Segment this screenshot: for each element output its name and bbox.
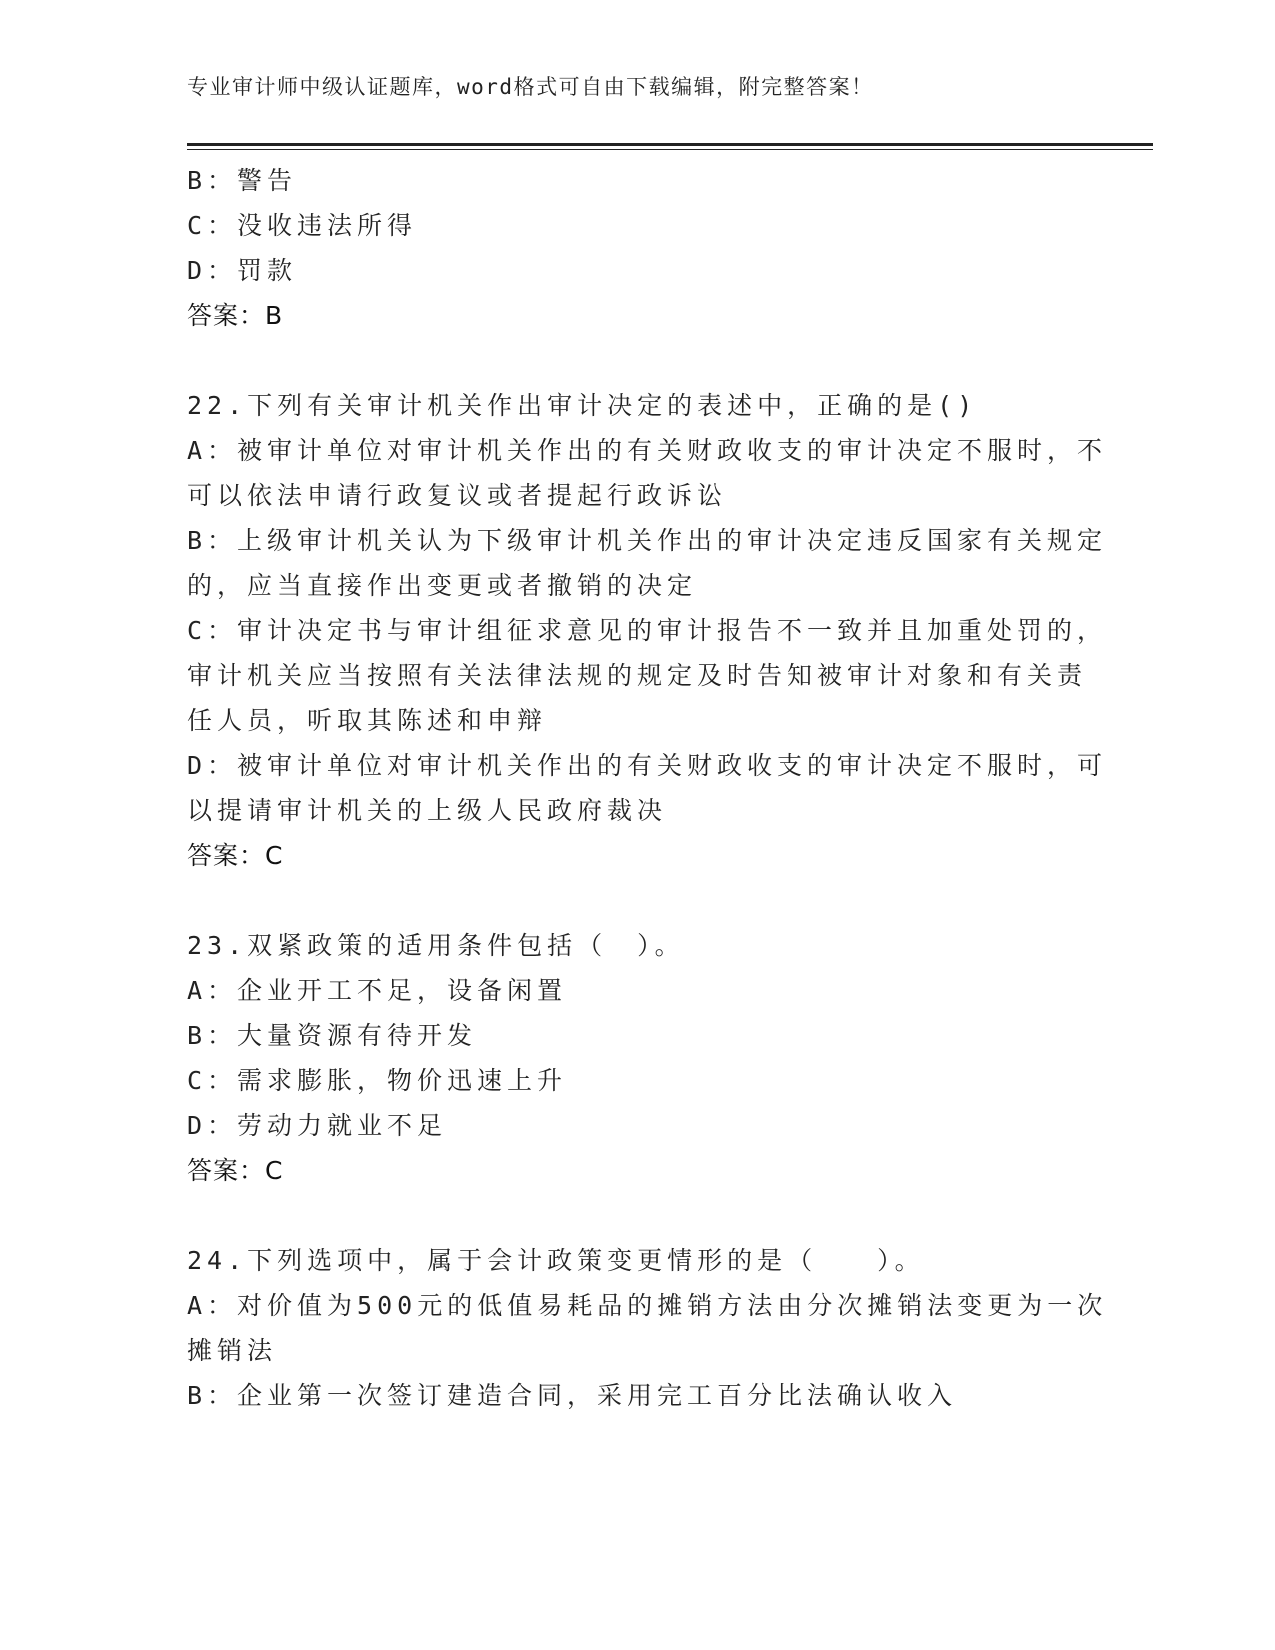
option-b: B：企业第一次签订建造合同，采用完工百分比法确认收入 — [187, 1381, 958, 1410]
question-stem: 22.下列有关审计机关作出审计决定的表述中，正确的是() — [187, 391, 978, 420]
question-24 — [187, 1238, 1108, 1418]
option-b: B：警告 — [187, 166, 298, 195]
option-c: C：审计决定书与审计组征求意见的审计报告不一致并且加重处罚的， — [187, 616, 1108, 645]
header-divider — [187, 143, 1153, 146]
option-a: A：对价值为500元的低值易耗品的摊销方法由分次摊销法变更为一次 — [187, 1291, 1108, 1320]
question-23 — [187, 923, 1087, 1193]
spacer — [187, 338, 1087, 383]
option-d-cont: 以提请审计机关的上级人民政府裁决 — [187, 796, 668, 825]
option-b: B：大量资源有待开发 — [187, 1021, 478, 1050]
question-stem: 24.下列选项中，属于会计政策变更情形的是（ ）。 — [187, 1246, 925, 1275]
option-a-cont: 可以依法申请行政复议或者提起行政诉讼 — [187, 481, 728, 510]
option-d: D：罚款 — [187, 256, 298, 285]
option-a: A：企业开工不足，设备闲置 — [187, 976, 568, 1005]
header-divider-thin — [187, 149, 1153, 150]
spacer — [187, 878, 1087, 923]
option-c-cont: 任人员，听取其陈述和申辩 — [187, 706, 548, 735]
option-a: A：被审计单位对审计机关作出的有关财政收支的审计决定不服时，不 — [187, 436, 1108, 465]
option-c: C：没收违法所得 — [187, 211, 418, 240]
option-c: C：需求膨胀，物价迅速上升 — [187, 1066, 568, 1095]
answer: 答案：C — [187, 841, 284, 870]
question-22 — [187, 383, 1108, 878]
option-b-cont: 的，应当直接作出变更或者撤销的决定 — [187, 571, 698, 600]
page-header: 专业审计师中级认证题库，word格式可自由下载编辑，附完整答案！ — [187, 75, 874, 99]
option-c-cont: 审计机关应当按照有关法律法规的规定及时告知被审计对象和有关责 — [187, 661, 1088, 690]
option-b: B：上级审计机关认为下级审计机关作出的审计决定违反国家有关规定 — [187, 526, 1108, 555]
question-content — [187, 158, 1108, 1418]
question-21 — [187, 158, 1087, 338]
answer: 答案：B — [187, 301, 284, 330]
option-d: D：劳动力就业不足 — [187, 1111, 448, 1140]
option-d: D：被审计单位对审计机关作出的有关财政收支的审计决定不服时，可 — [187, 751, 1108, 780]
question-stem: 23.双紧政策的适用条件包括（ ）。 — [187, 931, 685, 960]
answer: 答案：C — [187, 1156, 284, 1185]
spacer — [187, 1193, 1087, 1238]
option-a-cont: 摊销法 — [187, 1336, 278, 1365]
